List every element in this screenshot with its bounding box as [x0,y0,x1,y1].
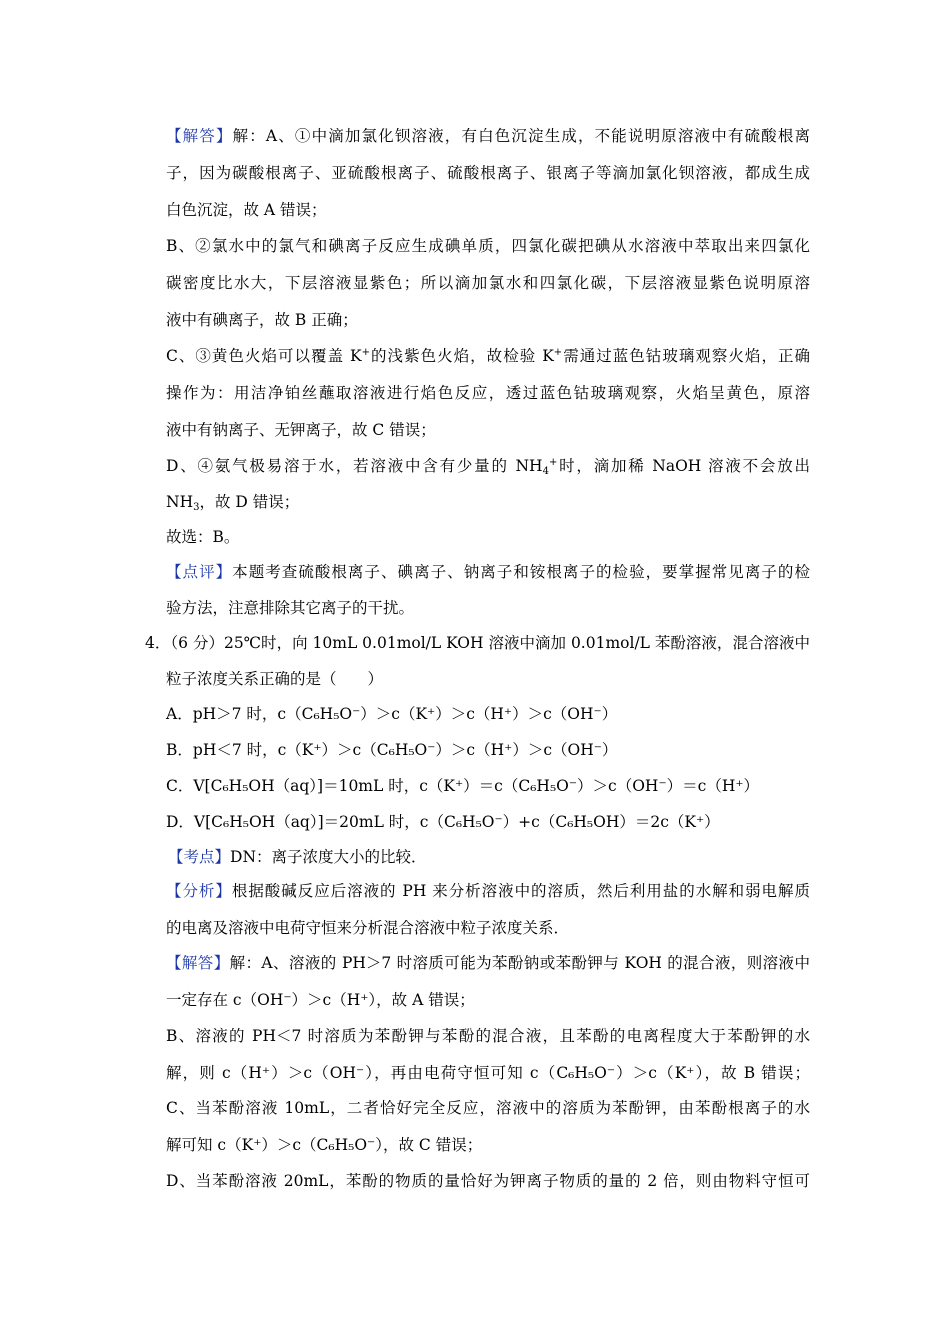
q4-option-c: C．V[C₆H₅OH（aq）]＝10mL 时，c（K⁺）＝c（C₆H₅O⁻）＞c（OH⁻）＝c（H⁺） [166,777,760,795]
q4-analysis-line-2: 的电离及溶液中电荷守恒来分析混合溶液中粒子浓度关系． [166,919,570,937]
answer-tag: 【解答】 [166,127,233,145]
q3-answer-line-c2: 操作为：用洁净铂丝蘸取溶液进行焰色反应，透过蓝色钴玻璃观察，火焰呈黄色，原溶 [166,384,810,402]
q4-stem-line-1: 4．（6 分）25℃时，向 10mL 0.01mol/L KOH 溶液中滴加 0.01mol/L 苯酚溶液，混合溶液中 [145,634,810,652]
q4-number: 4． [145,634,171,652]
q3-answer-line-5: 碳密度比水大，下层溶液显紫色；所以滴加氯水和四氯化碳，下层溶液显紫色说明原溶 [166,274,810,292]
q4-answer-line-2: 一定存在 c（OH⁻）＞c（H⁺），故 A 错误； [166,991,475,1009]
q3-answer-line-c1: C、③黄色火焰可以覆盖 K+的浅紫色火焰，故检验 K+需通过蓝色钴玻璃观察火焰，正确 [166,347,810,365]
q3-answer-line-3: 白色沉淀，故 A 错误； [166,201,327,219]
q3-answer-line-6: 液中有碘离子，故 B 正确； [166,311,358,329]
q3-answer-line-d1: D、④氨气极易溶于水，若溶液中含有少量的 $NH_4^+$时，滴加稀 NaOH 溶液不会放出 [166,457,810,477]
q4-option-d: D．V[C₆H₅OH（aq）]＝20mL 时，c（C₆H₅O⁻）+c（C₆H₅OH）＝2c（K⁺） [166,813,720,831]
q4-stem-line-2: 粒子浓度关系正确的是（ ） [166,670,384,688]
q4-answer-line-4: 解，则 c（H⁺）＞c（OH⁻），再由电荷守恒可知 c（C₆H₅O⁻）＞c（K⁺），故 B 错误； [166,1064,810,1082]
q4-point-line: 【考点】DN：离子浓度大小的比较． [168,848,427,866]
q3-review-line-2: 验方法，注意排除其它离子的干扰。 [166,599,415,617]
answer-tag: 【解答】 [166,954,230,972]
review-tag: 【点评】 [166,563,233,581]
q3-answer-line-d2: $NH_3$，故 D 错误； [166,493,300,513]
q4-answer-line-5: C、当苯酚溶液 10mL，二者恰好完全反应，溶液中的溶质为苯酚钾，由苯酚根离子的水 [166,1099,810,1117]
point-tag: 【考点】 [168,848,231,866]
q3-answer-line-4: B、②氯水中的氯气和碘离子反应生成碘单质，四氯化碳把碘从水溶液中萃取出来四氯化 [166,237,810,255]
q4-answer-line-7: D、当苯酚溶液 20mL，苯酚的物质的量恰好为钾离子物质的量的 2 倍，则由物料守恒可 [166,1172,810,1190]
q4-answer-line-3: B、溶液的 PH＜7 时溶质为苯酚钾与苯酚的混合液，且苯酚的电离程度大于苯酚钾的水 [166,1027,810,1045]
analysis-tag: 【分析】 [166,882,232,900]
q4-answer-line-6: 解可知 c（K⁺）＞c（C₆H₅O⁻），故 C 错误； [166,1136,483,1154]
q3-answer-line-1: 【解答】解：A、①中滴加氯化钡溶液，有白色沉淀生成，不能说明原溶液中有硫酸根离 [166,127,810,145]
q4-answer-line-1: 【解答】解：A、溶液的 PH＞7 时溶质可能为苯酚钠或苯酚钾与 KOH 的混合液，则溶液中 [166,954,810,972]
q3-review-line-1: 【点评】本题考查硫酸根离子、碘离子、钠离子和铵根离子的检验，要掌握常见离子的检 [166,563,810,581]
q4-option-b: B．pH＜7 时，c（K⁺）＞c（C₆H₅O⁻）＞c（H⁺）＞c（OH⁻） [166,741,618,759]
q3-answer-line-c3: 液中有钠离子、无钾离子，故 C 错误； [166,421,436,439]
q3-conclusion: 故选：B。 [166,528,240,546]
q4-option-a: A．pH＞7 时，c（C₆H₅O⁻）＞c（K⁺）＞c（H⁺）＞c（OH⁻） [166,705,618,723]
q3-answer-line-2: 子，因为碳酸根离子、亚硫酸根离子、硫酸根离子、银离子等滴加氯化钡溶液，都成生成 [166,164,810,182]
q4-analysis-line-1: 【分析】根据酸碱反应后溶液的 PH 来分析溶液中的溶质，然后利用盐的水解和弱电解质 [166,882,810,900]
